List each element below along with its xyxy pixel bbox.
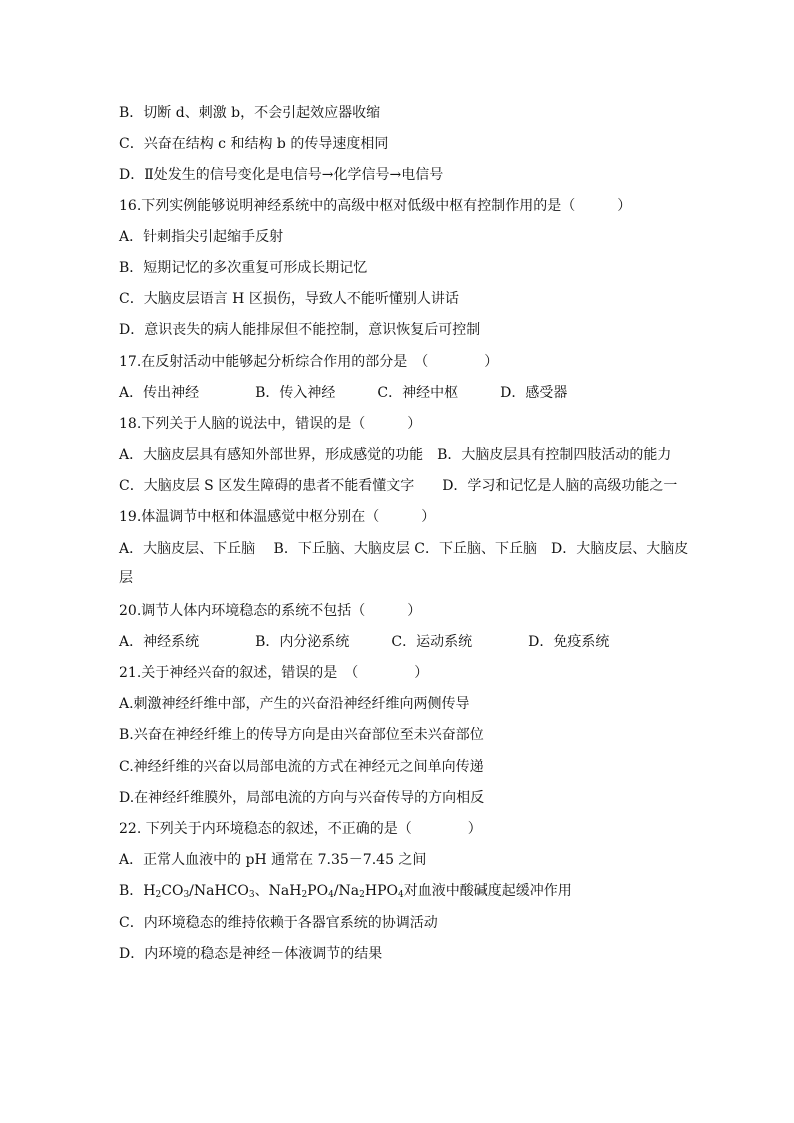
- q18-stem: 18.下列关于人脑的说法中，错误的是（ ）: [119, 416, 422, 432]
- q16-stem: 16.下列实例能够说明神经系统中的高级中枢对低级中枢有控制作用的是（ ）: [119, 198, 632, 214]
- q21-option-a: A.刺激神经纤维中部，产生的兴奋沿神经纤维向两侧传导: [119, 696, 470, 712]
- q20-stem: 20.调节人体内环境稳态的系统不包括（ ）: [119, 603, 422, 619]
- q21-stem: 21.关于神经兴奋的叙述，错误的是 （ ）: [119, 665, 429, 681]
- q21-option-b: B.兴奋在神经纤维上的传导方向是由兴奋部位至未兴奋部位: [119, 727, 484, 743]
- q20-options: A．神经系统 B．内分泌系统 C．运动系统 D．免疫系统: [119, 634, 610, 650]
- q18-options-cd: C．大脑皮层 S 区发生障碍的患者不能看懂文字 D．学习和记忆是人脑的高级功能之一: [119, 478, 678, 494]
- q21-option-d: D.在神经纤维膜外，局部电流的方向与兴奋传导的方向相反: [119, 790, 485, 806]
- q22-stem: 22. 下列关于内环境稳态的叙述，不正确的是（ ）: [119, 821, 482, 837]
- q15-option-c: C．兴奋在结构 c 和结构 b 的传导速度相同: [119, 136, 389, 152]
- q19-options: A．大脑皮层、下丘脑 B．下丘脑、大脑皮层 C．下丘脑、下丘脑 D．大脑皮层、大脑皮: [119, 541, 689, 557]
- q16-option-b: B．短期记忆的多次重复可形成长期记忆: [119, 260, 368, 276]
- q15-option-d: D．Ⅱ处发生的信号变化是电信号→化学信号→电信号: [119, 167, 444, 183]
- q19-stem: 19.体温调节中枢和体温感觉中枢分别在（ ）: [119, 509, 436, 525]
- q22-option-c: C．内环境稳态的维持依赖于各器官系统的协调活动: [119, 915, 438, 931]
- q17-stem: 17.在反射活动中能够起分析综合作用的部分是 （ ）: [119, 354, 499, 370]
- q21-option-c: C.神经纤维的兴奋以局部电流的方式在神经元之间单向传递: [119, 759, 484, 775]
- q17-options: A．传出神经 B．传入神经 C．神经中枢 D．感受器: [119, 385, 568, 401]
- q16-option-c: C．大脑皮层语言 H 区损伤，导致人不能听懂别人讲话: [119, 291, 459, 307]
- q18-options-ab: A．大脑皮层具有感知外部世界，形成感觉的功能 B．大脑皮层具有控制四肢活动的能力: [119, 447, 672, 463]
- q16-option-a: A．针刺指尖引起缩手反射: [119, 229, 284, 245]
- q22-option-d: D．内环境的稳态是神经－体液调节的结果: [119, 946, 383, 962]
- q19-options-wrap: 层: [119, 570, 133, 586]
- q22-option-b: B．$H_2CO_3/NaHCO_3$、$NaH_2PO_4/Na_2HPO_4$对血液中酸碱度起缓冲作用: [119, 883, 572, 900]
- q15-option-b: B．切断 d、刺激 b，不会引起效应器收缩: [119, 105, 381, 121]
- q22-option-a: A．正常人血液中的 pH 通常在 7.35－7.45 之间: [119, 852, 427, 868]
- q16-option-d: D．意识丧失的病人能排尿但不能控制，意识恢复后可控制: [119, 322, 481, 338]
